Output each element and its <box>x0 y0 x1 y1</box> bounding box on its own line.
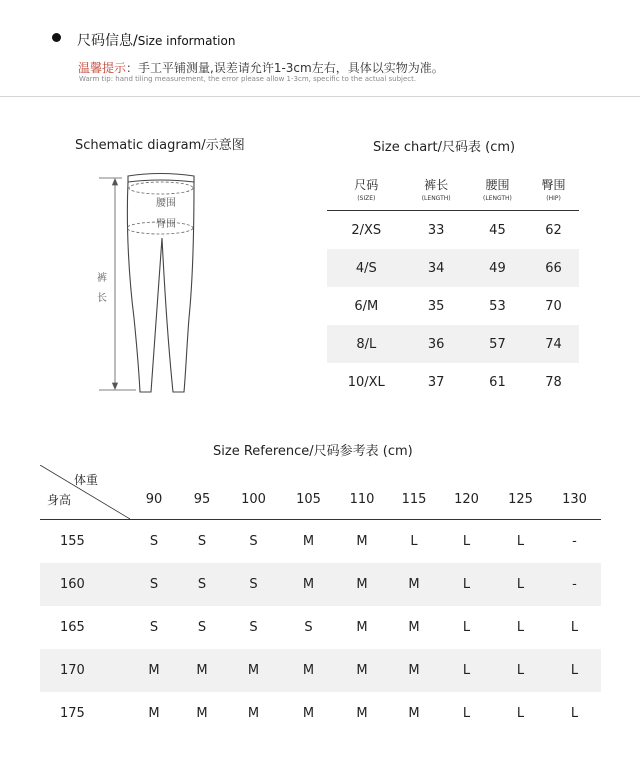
size-cell: M <box>408 620 420 635</box>
size-cell: M <box>178 649 226 692</box>
size-cell: M <box>196 706 208 721</box>
size-cell: M <box>302 534 315 549</box>
size-reference-row <box>40 520 601 564</box>
size-cell: L <box>570 620 579 635</box>
waist-label: 腰围 <box>156 198 176 209</box>
weight-col: 120 <box>440 465 493 520</box>
weight-col: 90 <box>130 465 178 520</box>
warm-tip <box>78 59 444 76</box>
size-chart-row <box>327 363 579 401</box>
section-title-en: Size information <box>137 34 236 48</box>
size-cell: M <box>148 706 160 721</box>
weight-col: 105 <box>281 465 336 520</box>
size-chart-title: Size chart/尺码表 (cm) <box>373 140 516 155</box>
size-cell: L <box>493 563 548 606</box>
size-chart-col-hip: 臀围 (HIP) <box>528 175 579 211</box>
size-cell: S <box>226 563 281 606</box>
corner-weight-label: 体重 <box>74 473 99 487</box>
size-cell: M <box>336 649 388 692</box>
size-chart-cell: 74 <box>528 325 579 363</box>
size-reference-row <box>40 606 601 649</box>
weight-col: 110 <box>336 465 388 520</box>
size-chart-cell: 66 <box>528 249 579 287</box>
size-chart-cell: 34 <box>406 249 467 287</box>
size-cell: S <box>149 620 159 635</box>
size-cell: M <box>281 649 336 692</box>
size-chart-cell: 37 <box>427 374 445 390</box>
size-reference-row <box>40 692 601 735</box>
warm-tip-english: Warm tip: hand tiling measurement, the error please allow 1-3cm, specific to the actual subject. <box>79 75 417 83</box>
height-cell: 175 <box>60 706 85 721</box>
size-chart-cell: 33 <box>427 222 445 238</box>
size-chart-cell: 49 <box>467 249 528 287</box>
height-cell: 160 <box>40 563 130 606</box>
height-cell: 170 <box>40 649 130 692</box>
weight-col: 95 <box>178 465 226 520</box>
size-reference-table <box>40 465 601 735</box>
size-chart-col-waist: 腰围 (LENGTH) <box>467 175 528 211</box>
size-cell: - <box>548 563 601 606</box>
size-cell: M <box>408 706 420 721</box>
size-chart-cell: 10/XL <box>347 374 385 390</box>
size-cell: S <box>149 534 159 549</box>
size-cell: L <box>570 706 579 721</box>
corner-height-label: 身高 <box>47 493 72 507</box>
size-chart-cell: 57 <box>467 325 528 363</box>
size-cell: S <box>197 534 207 549</box>
size-chart-cell: 45 <box>489 222 506 238</box>
weight-col: 130 <box>548 465 601 520</box>
size-chart-cell: 2/XS <box>351 222 382 238</box>
size-cell: L <box>410 534 418 549</box>
size-cell: M <box>336 563 388 606</box>
hip-label: 臀围 <box>156 219 176 230</box>
size-chart-header-row <box>327 175 579 211</box>
size-cell: M <box>226 649 281 692</box>
size-cell: M <box>281 563 336 606</box>
size-cell: S <box>249 534 258 549</box>
weight-col: 115 <box>388 465 440 520</box>
size-cell: L <box>516 706 525 721</box>
warm-tip-text: ：手工平铺测量,误差请允许1-3cm左右，具体以实物为准。 <box>126 61 444 75</box>
size-cell: L <box>516 534 525 549</box>
size-cell: S <box>304 620 313 635</box>
size-cell: M <box>388 649 440 692</box>
corner-header <box>40 465 130 520</box>
size-chart-cell: 78 <box>545 374 562 390</box>
size-cell: M <box>356 706 368 721</box>
size-cell: - <box>572 534 577 549</box>
schematic-title: Schematic diagram/示意图 <box>75 138 245 153</box>
size-reference-row <box>40 563 601 606</box>
size-reference-row <box>40 649 601 692</box>
section-title-cn: 尺码信息/ <box>77 33 138 49</box>
size-cell: L <box>493 649 548 692</box>
weight-col: 100 <box>226 465 281 520</box>
size-chart-col-length: 裤长 (LENGTH) <box>406 175 467 211</box>
bullet-dot <box>52 33 61 42</box>
size-cell: M <box>130 649 178 692</box>
warm-tip-label: 温馨提示 <box>78 61 127 75</box>
size-chart-cell: 70 <box>545 298 562 314</box>
size-chart-cell: 53 <box>489 298 506 314</box>
weight-col: 125 <box>493 465 548 520</box>
size-chart-cell: 4/S <box>327 249 406 287</box>
size-chart-row <box>327 325 579 363</box>
size-chart-cell: 8/L <box>327 325 406 363</box>
section-title <box>77 30 235 50</box>
size-cell: S <box>197 620 207 635</box>
size-chart-cell: 35 <box>427 298 445 314</box>
size-cell: L <box>462 706 471 721</box>
size-cell: L <box>462 620 471 635</box>
height-cell: 155 <box>60 534 85 549</box>
size-chart-cell: 6/M <box>354 298 379 314</box>
size-cell: M <box>388 563 440 606</box>
size-reference-header-row <box>40 465 601 520</box>
size-cell: M <box>247 706 260 721</box>
header-divider <box>0 96 640 97</box>
size-cell: L <box>516 620 525 635</box>
size-chart-cell: 61 <box>489 374 506 390</box>
size-cell: S <box>249 620 258 635</box>
size-chart-row <box>327 211 579 250</box>
size-cell: L <box>440 563 493 606</box>
size-cell: M <box>302 706 315 721</box>
size-cell: L <box>462 534 471 549</box>
size-cell: L <box>548 649 601 692</box>
size-chart-row <box>327 249 579 287</box>
size-reference-title: Size Reference/尺码参考表 (cm) <box>213 444 413 459</box>
size-cell: M <box>356 620 368 635</box>
size-chart-col-size: 尺码 (SIZE) <box>327 175 406 211</box>
size-cell: L <box>440 649 493 692</box>
length-label-1: 裤 <box>97 273 107 284</box>
size-cell: M <box>356 534 368 549</box>
size-chart-cell: 62 <box>545 222 562 238</box>
size-chart-table <box>327 175 579 401</box>
height-cell: 165 <box>60 620 85 635</box>
length-label-2: 长 <box>97 293 107 304</box>
leggings-diagram <box>88 168 228 400</box>
size-cell: S <box>130 563 178 606</box>
size-cell: S <box>178 563 226 606</box>
size-chart-row <box>327 287 579 325</box>
size-chart-cell: 36 <box>406 325 467 363</box>
